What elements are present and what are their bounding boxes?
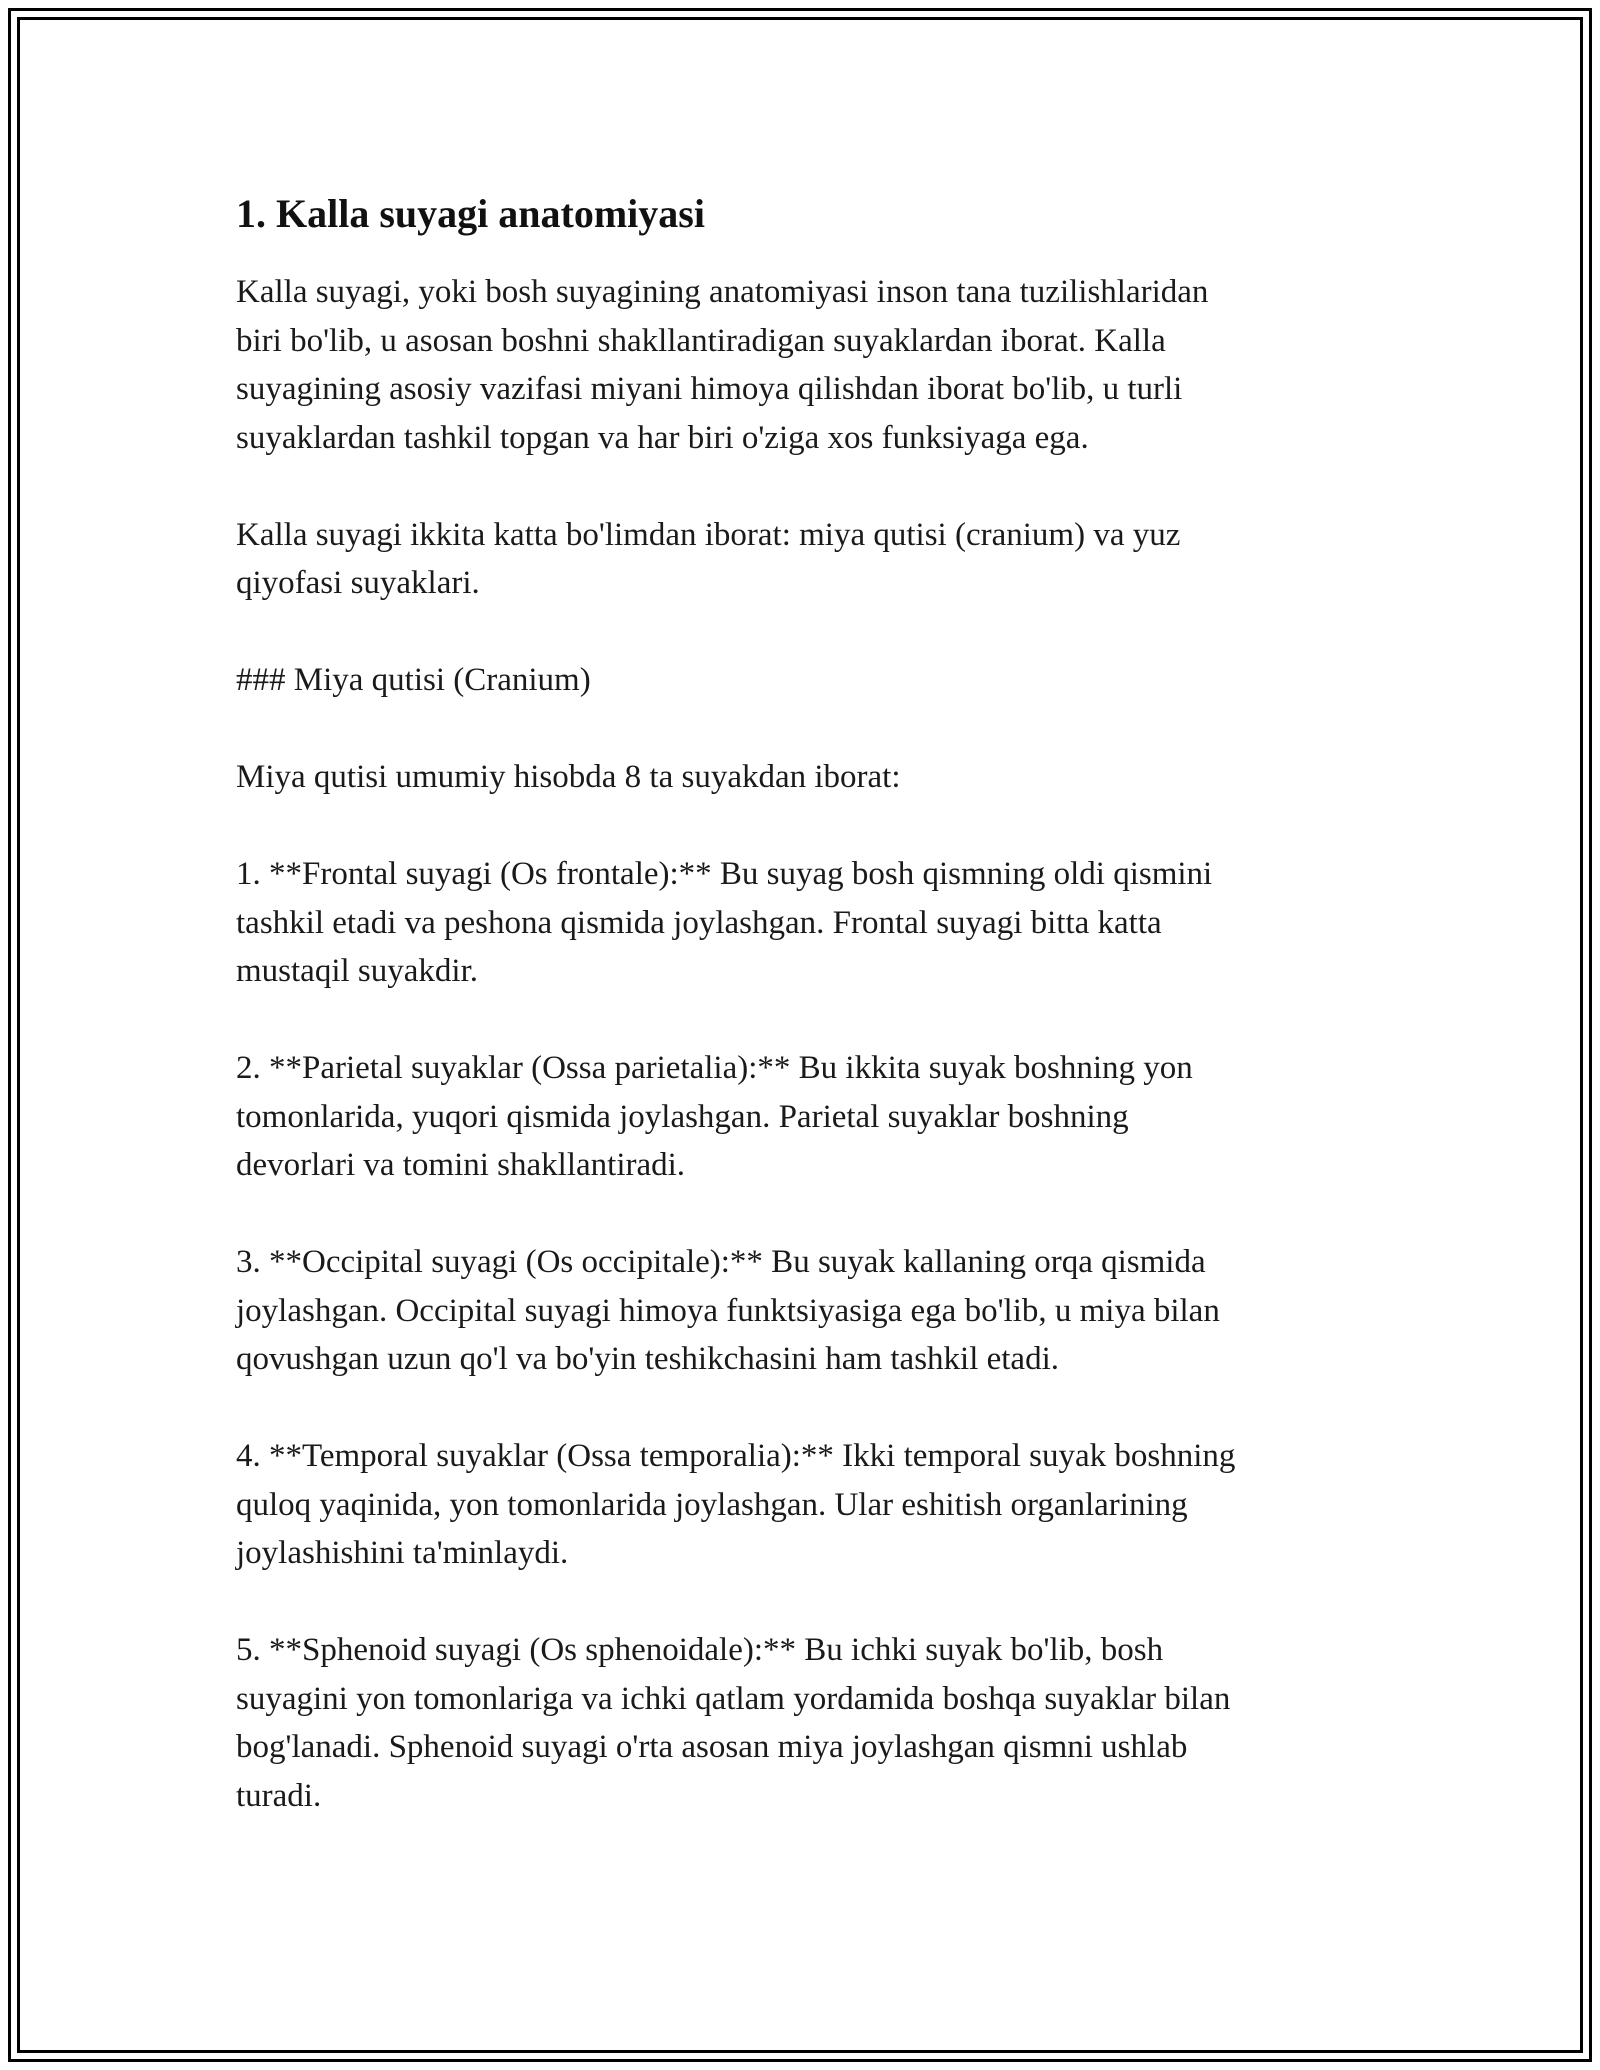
list-item-frontal: 1. **Frontal suyagi (Os frontale):** Bu suyag bosh qismning oldi qismini tashkil etadi va peshona qismida joylashgan. Frontal suyagi bitta katta mustaqil suyakdir. xyxy=(236,856,1213,989)
list-item-occipital: 3. **Occipital suyagi (Os occipitale):** Bu suyak kallaning orqa qismida joylashgan. Occipital suyagi himoya funktsiyasiga ega bo'lib, u miya bilan qovushgan uzun qo'l va bo'yin teshikchasini ham tashkil etadi. xyxy=(236,1244,1220,1377)
cranium-heading: ### Miya qutisi (Cranium) xyxy=(236,662,591,698)
intro-paragraph: Kalla suyagi, yoki bosh suyagining anatomiyasi inson tana tuzilishlaridan biri bo'lib, u asosan boshni shakllantiradigan suyaklardan iborat. Kalla suyagining asosiy vazifasi miyani himoya qilishdan iborat bo'lib, u turli suyaklardan tashkil topgan va har biri o'ziga xos funksiyaga ega. xyxy=(236,274,1209,456)
document-page xyxy=(236,186,1416,1869)
list-item-sphenoid: 5. **Sphenoid suyagi (Os sphenoidale):** Bu ichki suyak bo'lib, bosh suyagini yon tomonlariga va ichki qatlam yordamida boshqa suyaklar bilan bog'lanadi. Sphenoid suyagi o'rta asosan miya joylashgan qismni ushlab turadi. xyxy=(236,1632,1231,1814)
list-item-temporal: 4. **Temporal suyaklar (Ossa temporalia):** Ikki temporal suyak boshning quloq yaqinida, yon tomonlarida joylashgan. Ular eshitish organlarining joylashishini ta'minlaydi. xyxy=(236,1438,1236,1571)
cranium-count-paragraph: Miya qutisi umumiy hisobda 8 ta suyakdan iborat: xyxy=(236,759,901,795)
sections-paragraph: Kalla suyagi ikkita katta bo'limdan iborat: miya qutisi (cranium) va yuz qiyofasi suyaklari. xyxy=(236,516,1181,601)
document-title: 1. Kalla suyagi anatomiyasi xyxy=(236,191,705,236)
list-item-parietal: 2. **Parietal suyaklar (Ossa parietalia):** Bu ikkita suyak boshning yon tomonlarida, yuqori qismida joylashgan. Parietal suyaklar boshning devorlari va tomini shakllantiradi. xyxy=(236,1050,1193,1183)
